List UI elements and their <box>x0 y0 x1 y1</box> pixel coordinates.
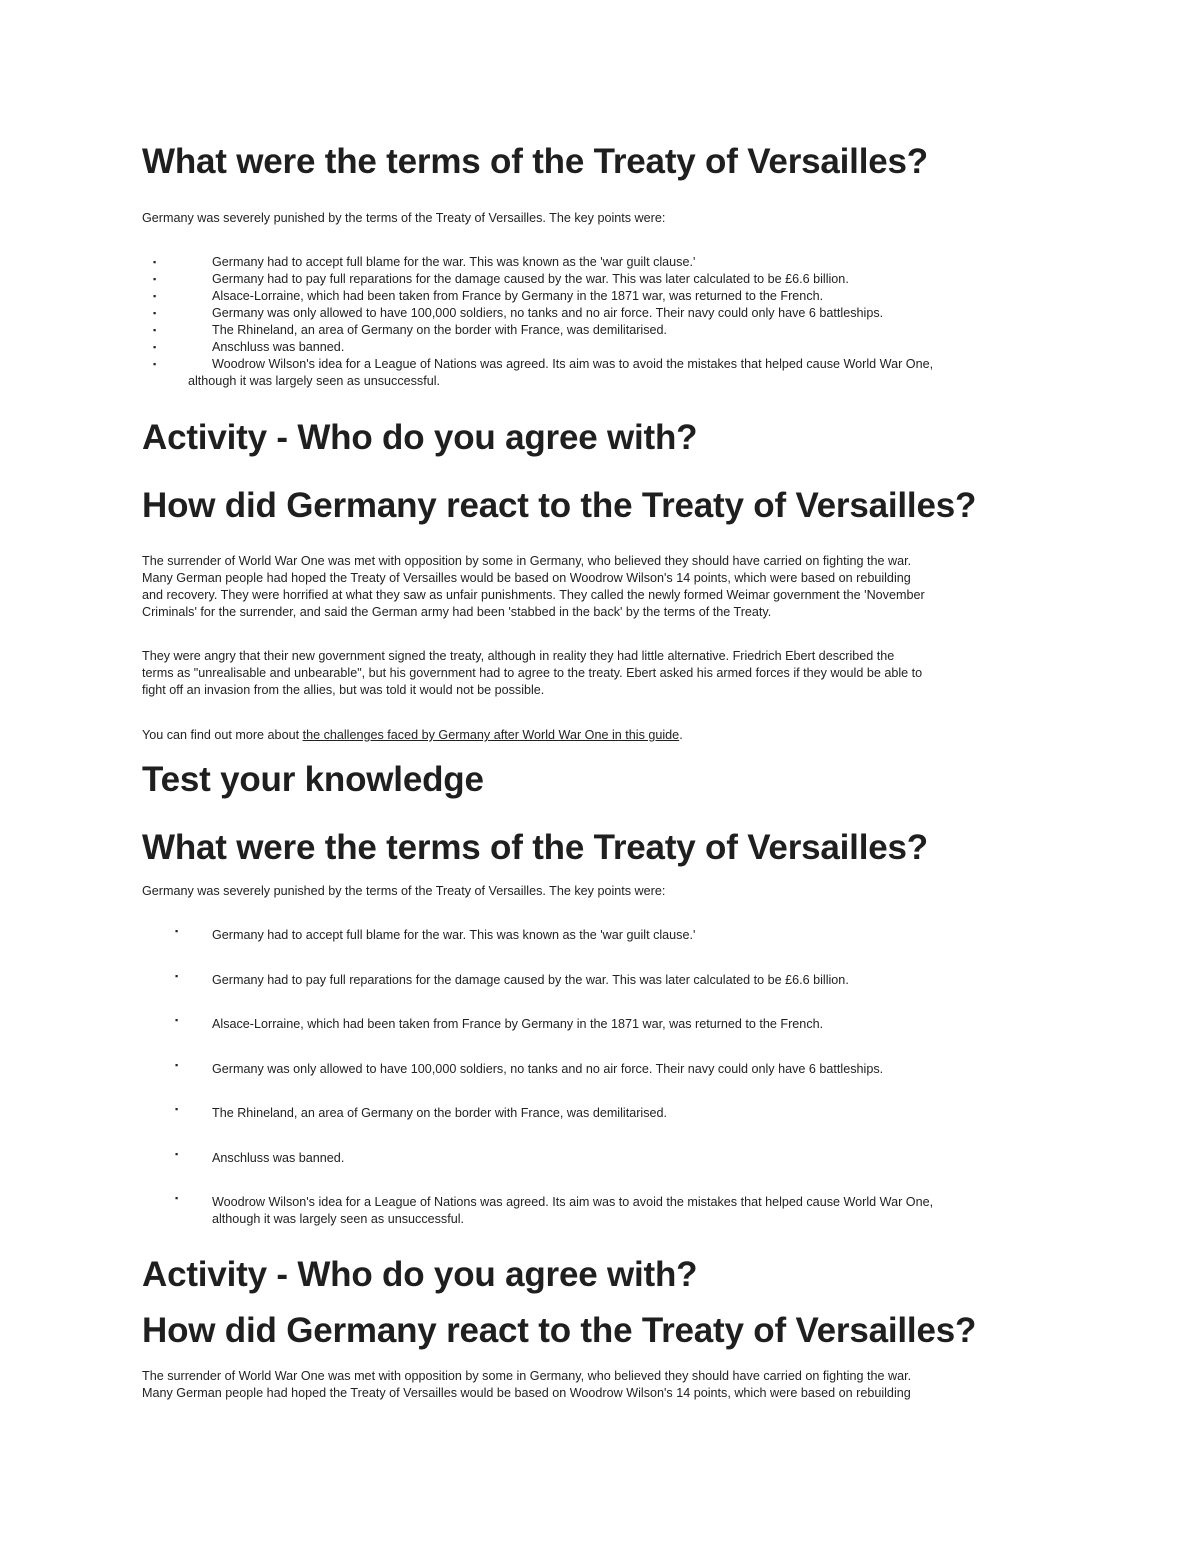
heading-treaty-terms: What were the terms of the Treaty of Versailles? <box>142 142 928 181</box>
bullet-icon: ▪ <box>175 1015 179 1025</box>
heading-activity-2: Activity - Who do you agree with? <box>142 1255 698 1294</box>
bullet-icon: ▪ <box>175 1104 179 1114</box>
bullet-icon: ▪ <box>153 257 157 267</box>
bullet-icon: ▪ <box>175 926 179 936</box>
heading-germany-reaction-2: How did Germany react to the Treaty of Versailles? <box>142 1311 977 1350</box>
heading-germany-reaction: How did Germany react to the Treaty of Versailles? <box>142 486 977 525</box>
bullet-icon: ▪ <box>153 308 157 318</box>
bullet-icon: ▪ <box>153 291 157 301</box>
heading-activity: Activity - Who do you agree with? <box>142 418 698 457</box>
bullet-icon: ▪ <box>175 971 179 981</box>
challenges-guide-link[interactable]: the challenges faced by Germany after World War One in this guide <box>302 728 680 742</box>
bullet-icon: ▪ <box>153 359 157 369</box>
bullet-icon: ▪ <box>175 1149 179 1159</box>
bullet-icon: ▪ <box>153 274 157 284</box>
heading-test-knowledge: Test your knowledge <box>142 760 484 799</box>
bullet-icon: ▪ <box>175 1193 179 1203</box>
reaction-paragraph-2: They were angry that their new government signed the treaty, although in reality they had little alternative. Friedrich Ebert described the terms as "unrealisable and unbearable", but his government had to agree to the treaty. Ebert asked his armed forces if they would be able to fight off an invasion from the allies, but was told it would not be possible. <box>142 649 923 697</box>
more-info-paragraph: You can find out more about the challenges faced by Germany after World War One in this guide. <box>142 728 683 742</box>
reaction-paragraph-1: The surrender of World War One was met with opposition by some in Germany, who believed they should have carried on fighting the war. Many German people had hoped the Treaty of Versailles would be based on Woodrow Wilson's 14 points, which were based on rebuilding and recovery. They were horrified at what they saw as unfair punishments. They called the newly formed Weimar government the 'November Criminals' for the surrender, and said the German army had been 'stabbed in the back' by the terms of the Treaty. <box>142 554 925 619</box>
reaction-paragraph-3: The surrender of World War One was met with opposition by some in Germany, who believed they should have carried on fighting the war. Many German people had hoped the Treaty of Versailles would be based on Woodrow Wilson's 14 points, which were based on rebuilding <box>142 1369 912 1400</box>
bullet-icon: ▪ <box>153 342 157 352</box>
heading-treaty-terms-2: What were the terms of the Treaty of Versailles? <box>142 828 928 867</box>
intro-paragraph-2: Germany was severely punished by the terms of the Treaty of Versailles. The key points were: <box>142 884 666 898</box>
bullet-icon: ▪ <box>153 325 157 335</box>
intro-paragraph: Germany was severely punished by the terms of the Treaty of Versailles. The key points were: <box>142 211 666 225</box>
bullet-icon: ▪ <box>175 1060 179 1070</box>
